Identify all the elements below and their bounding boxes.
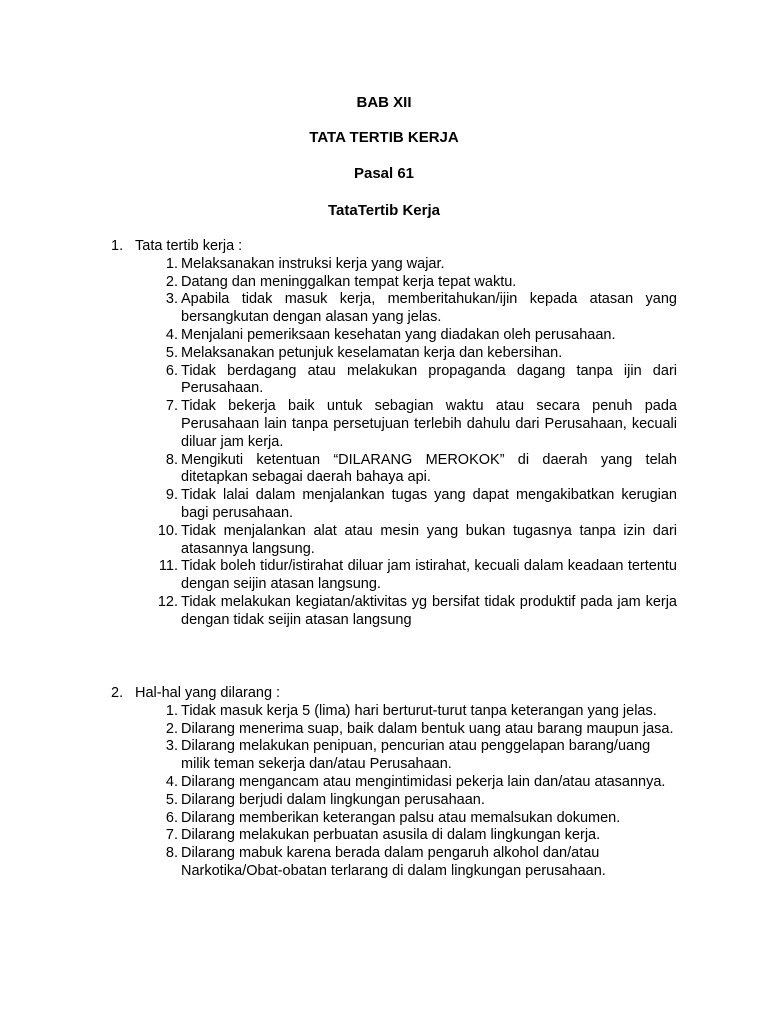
- list-item: [0, 827, 768, 845]
- list-item-text: Tidak bekerja baik untuk sebagian waktu atau secara penuh pada Perusahaan lain tanpa persetujuan terlebih dahulu dari Perusahaan, kecuali diluar jam kerja.: [181, 398, 677, 450]
- list-item-number: 6.: [165, 809, 178, 826]
- list-item-text: Dilarang melakukan perbuatan asusila di dalam lingkungan kerja.: [181, 827, 601, 844]
- list-item-text: Mengikuti ketentuan “DILARANG MEROKOK” di daerah yang telah ditetapkan sebagai daerah bahaya api.: [181, 451, 677, 486]
- list-item-text: Menjalani pemeriksaan kesehatan yang diadakan oleh perusahaan.: [181, 326, 616, 343]
- list-item: [0, 363, 768, 399]
- list-item-number: 7.: [165, 827, 178, 844]
- list-item-text: Tidak menjalankan alat atau mesin yang bukan tugasnya tanpa izin dari atasannya langsung.: [181, 522, 677, 557]
- list-item-number: 5.: [165, 344, 178, 361]
- section-work-rules: [0, 238, 768, 630]
- list-item: [0, 487, 768, 523]
- list-item-number: 3.: [165, 291, 178, 308]
- article-heading: Pasal 61: [353, 165, 415, 182]
- list-item: [0, 721, 768, 739]
- list-item: [0, 274, 768, 292]
- list-item-number: 8.: [165, 451, 178, 468]
- list-item: [0, 398, 768, 451]
- list-item-number: 6.: [165, 362, 178, 379]
- list-item: [0, 291, 768, 327]
- list-item: [0, 256, 768, 274]
- list-item: [0, 452, 768, 488]
- list-item-text: Melaksanakan instruksi kerja yang wajar.: [181, 255, 445, 272]
- list-item-number: 12.: [157, 593, 178, 610]
- list-item-number: 1.: [165, 255, 178, 272]
- list-item-text: Datang dan meninggalkan tempat kerja tepat waktu.: [181, 273, 517, 290]
- section-number: 1.: [111, 238, 124, 254]
- list-item: [0, 523, 768, 559]
- list-item-number: 1.: [165, 702, 178, 719]
- section-number: 2.: [111, 685, 124, 701]
- list-item-number: 5.: [165, 791, 178, 808]
- list-item-text: Dilarang mengancam atau mengintimidasi pekerja lain dan/atau atasannya.: [181, 773, 666, 790]
- list-item-number: 2.: [165, 720, 178, 737]
- list-item-number: 4.: [165, 326, 178, 343]
- list-item-number: 4.: [165, 773, 178, 790]
- list-item-number: 7.: [165, 398, 178, 415]
- section-label: Tata tertib kerja :: [135, 238, 243, 254]
- list-item: [0, 810, 768, 828]
- list-item: [0, 792, 768, 810]
- list-item-number: 9.: [165, 487, 178, 504]
- list-item: [0, 327, 768, 345]
- section-prohibitions: [0, 685, 768, 881]
- section-label: Hal-hal yang dilarang :: [135, 685, 281, 701]
- list-item: [0, 594, 768, 630]
- list-item: [0, 845, 768, 881]
- list-item-text: Tidak melakukan kegiatan/aktivitas yg bersifat tidak produktif pada jam kerja dengan tidak seijin atasan langsung: [181, 593, 677, 628]
- section-heading: [0, 685, 768, 703]
- list-item-text: Melaksanakan petunjuk keselamatan kerja dan kebersihan.: [181, 344, 563, 361]
- chapter-heading: BAB XII: [356, 94, 412, 111]
- list-item-text: Dilarang mabuk karena berada dalam pengaruh alkohol dan/atau Narkotika/Obat-obatan terlarang di dalam lingkungan perusahaan.: [181, 845, 606, 879]
- list-item-text: Tidak lalai dalam menjalankan tugas yang dapat mengakibatkan kerugian bagi perusahaan.: [181, 487, 677, 521]
- list-item-text: Dilarang melakukan penipuan, pencurian atau penggelapan barang/uang milik teman sekerja dan/atau Perusahaan.: [181, 738, 651, 773]
- list-item: [0, 774, 768, 792]
- list-item: [0, 558, 768, 594]
- list-item-number: 11.: [158, 558, 178, 575]
- list-item-number: 2.: [165, 273, 178, 290]
- list-item-text: Dilarang memberikan keterangan palsu atau memalsukan dokumen.: [181, 809, 621, 826]
- list-item-number: 10.: [157, 522, 178, 539]
- list-item: [0, 703, 768, 721]
- list-item-text: Tidak masuk kerja 5 (lima) hari berturut-turut tanpa keterangan yang jelas.: [181, 702, 657, 719]
- list-item-number: 3.: [165, 738, 178, 755]
- document-title: TATA TERTIB KERJA: [309, 129, 459, 146]
- list-item-text: Dilarang berjudi dalam lingkungan perusahaan.: [181, 791, 485, 808]
- list-item-text: Apabila tidak masuk kerja, memberitahukan/ijin kepada atasan yang bersangkutan dengan alasan yang jelas.: [181, 291, 677, 326]
- list-item-number: 8.: [165, 845, 178, 862]
- list-item-text: Tidak berdagang atau melakukan propaganda dagang tanpa ijin dari Perusahaan.: [181, 362, 677, 397]
- list-item-text: Dilarang menerima suap, baik dalam bentuk uang atau barang maupun jasa.: [181, 720, 674, 737]
- list-item: [0, 738, 768, 774]
- list-item-text: Tidak boleh tidur/istirahat diluar jam istirahat, kecuali dalam keadaan tertentu dengan seijin atasan langsung.: [181, 558, 677, 593]
- list-item: [0, 345, 768, 363]
- section-heading: [0, 238, 768, 256]
- article-subtitle: TataTertib Kerja: [328, 202, 440, 219]
